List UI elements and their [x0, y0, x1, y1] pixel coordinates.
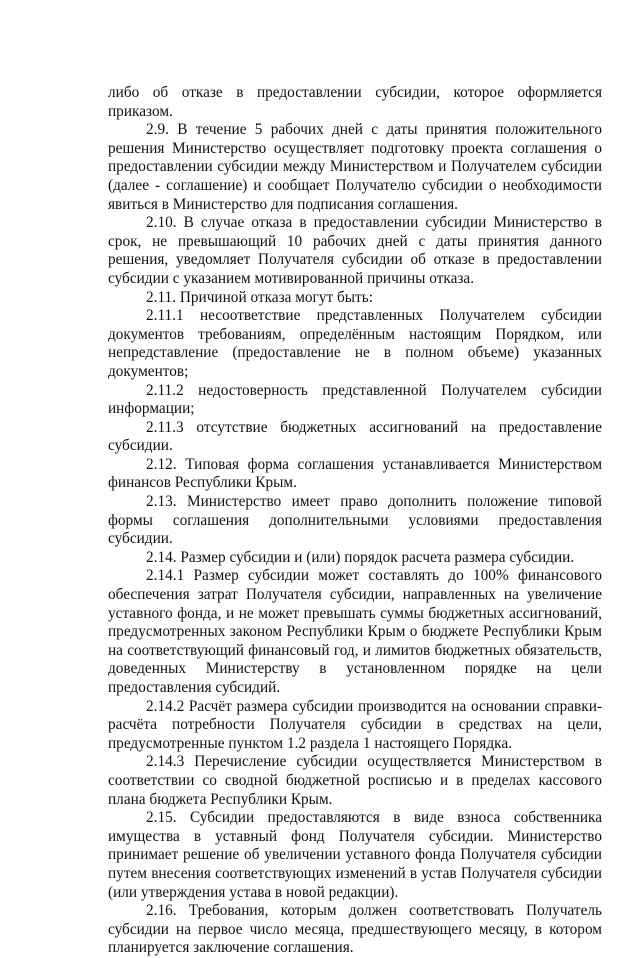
paragraph-2-16: 2.16. Требования, которым должен соответствовать Получатель субсидии на первое число месяца, предшествующего месяцу, в котором планируется заключение соглашения. [108, 902, 602, 957]
paragraph-2-11-2: 2.11.2 недостоверность представленной Получателем субсидии информации; [108, 381, 602, 418]
paragraph-2-11: 2.11. Причиной отказа могут быть: [146, 288, 373, 306]
paragraph-2-12: 2.12. Типовая форма соглашения устанавливается Министерством финансов Республики Крым. [108, 455, 602, 492]
paragraph-2-13: 2.13. Министерство имеет право дополнить положение типовой формы соглашения дополнительными условиями предоставления субсидии. [108, 493, 602, 548]
paragraph-2-15: 2.15. Субсидии предоставляются в виде взноса собственника имущества в уставный фонд Получателя субсидии. Министерство принимает решение об увеличении уставного фонда Получателя субсидии путем внесения соответствующих изменений в устав Получателя субсидии (или утверждения устава в новой редакции). [108, 809, 602, 901]
paragraph-2-9: 2.9. В течение 5 рабочих дней с даты принятия положительного решения Министерство осуществляет подготовку проекта соглашения о предоставлении субсидии между Министерством и Получателем субсидии (далее - соглашение) и сообщает Получателю субсидии о необходимости явиться в Министерство для подписания соглашения. [108, 121, 602, 213]
paragraph-2-14-1: 2.14.1 Размер субсидии может составлять до 100% финансового обеспечения затрат Получателя субсидии, направленных на увеличение уставного фонда, и не может превышать суммы бюджетных ассигнований, предусмотренных законом Республики Крым о бюджете Республики Крым на соответствующий финансовый год, и лимитов бюджетных обязательств, доведенных Министерству в установленном порядке на цели предоставления субсидий. [108, 567, 602, 696]
paragraph-2-11-1: 2.11.1 несоответствие представленных Получателем субсидии документов требованиям, определённым настоящим Порядком, или непредставление (предоставление не в полном объеме) указанных документов; [108, 307, 602, 380]
paragraph-2-14-3: 2.14.3 Перечисление субсидии осуществляется Министерством в соответствии со сводной бюджетной росписью и в пределах кассового плана бюджета Республики Крым. [108, 753, 602, 808]
paragraph-2-10: 2.10. В случае отказа в предоставлении субсидии Министерство в срок, не превышающий 10 рабочих дней с даты принятия данного решения, уведомляет Получателя субсидии об отказе в предоставлении субсидии с указанием мотивированной причины отказа. [108, 214, 602, 287]
paragraph-2-11-3: 2.11.3 отсутствие бюджетных ассигнований на предоставление субсидии. [108, 418, 602, 455]
paragraph-continuation: либо об отказе в предоставлении субсидии, которое оформляется приказом. [108, 84, 602, 120]
paragraph-2-14-2: 2.14.2 Расчёт размера субсидии производится на основании справки-расчёта потребности Получателя субсидии в средствах на цели, предусмотренные пунктом 1.2 раздела 1 настоящего Порядка. [108, 697, 602, 752]
paragraph-2-14: 2.14. Размер субсидии и (или) порядок расчета размера субсидии. [146, 548, 575, 566]
document-page [108, 84, 602, 958]
